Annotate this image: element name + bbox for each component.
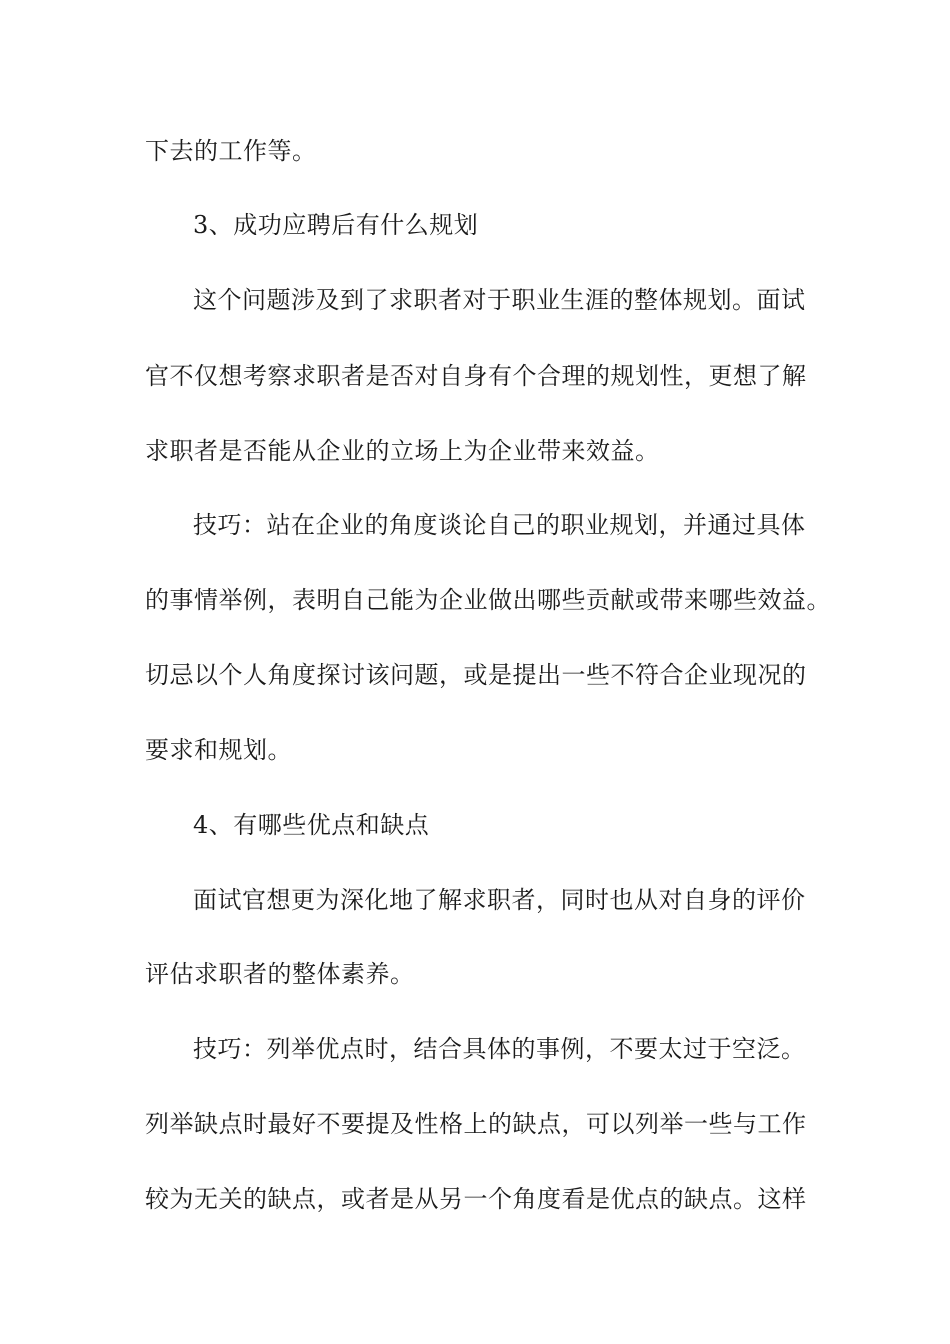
paragraph-line: 较为无关的缺点，或者是从另一个角度看是优点的缺点。这样 xyxy=(145,1185,807,1213)
tip-paragraph-line: 技巧：列举优点时，结合具体的事例，不要太过于空泛。 xyxy=(193,1035,806,1063)
paragraph-line: 的事情举例，表明自己能为企业做出哪些贡献或带来哪些效益。 xyxy=(145,586,831,614)
tip-paragraph-line: 技巧：站在企业的角度谈论自己的职业规划，并通过具体 xyxy=(193,511,806,539)
section-heading-3: 3、成功应聘后有什么规划 xyxy=(193,211,479,239)
paragraph-line: 切忌以个人角度探讨该问题，或是提出一些不符合企业现况的 xyxy=(145,661,807,689)
paragraph-line: 这个问题涉及到了求职者对于职业生涯的整体规划。面试 xyxy=(193,286,806,314)
paragraph-line: 要求和规划。 xyxy=(145,736,292,764)
paragraph-line: 面试官想更为深化地了解求职者，同时也从对自身的评价 xyxy=(193,886,806,914)
paragraph-line: 评估求职者的整体素养。 xyxy=(145,960,415,988)
paragraph-line: 官不仅想考察求职者是否对自身有个合理的规划性，更想了解 xyxy=(145,362,807,390)
section-heading-4: 4、有哪些优点和缺点 xyxy=(193,811,430,839)
paragraph-line: 列举缺点时最好不要提及性格上的缺点，可以列举一些与工作 xyxy=(145,1110,807,1138)
paragraph-line: 求职者是否能从企业的立场上为企业带来效益。 xyxy=(145,437,660,465)
paragraph-line: 下去的工作等。 xyxy=(145,137,317,165)
